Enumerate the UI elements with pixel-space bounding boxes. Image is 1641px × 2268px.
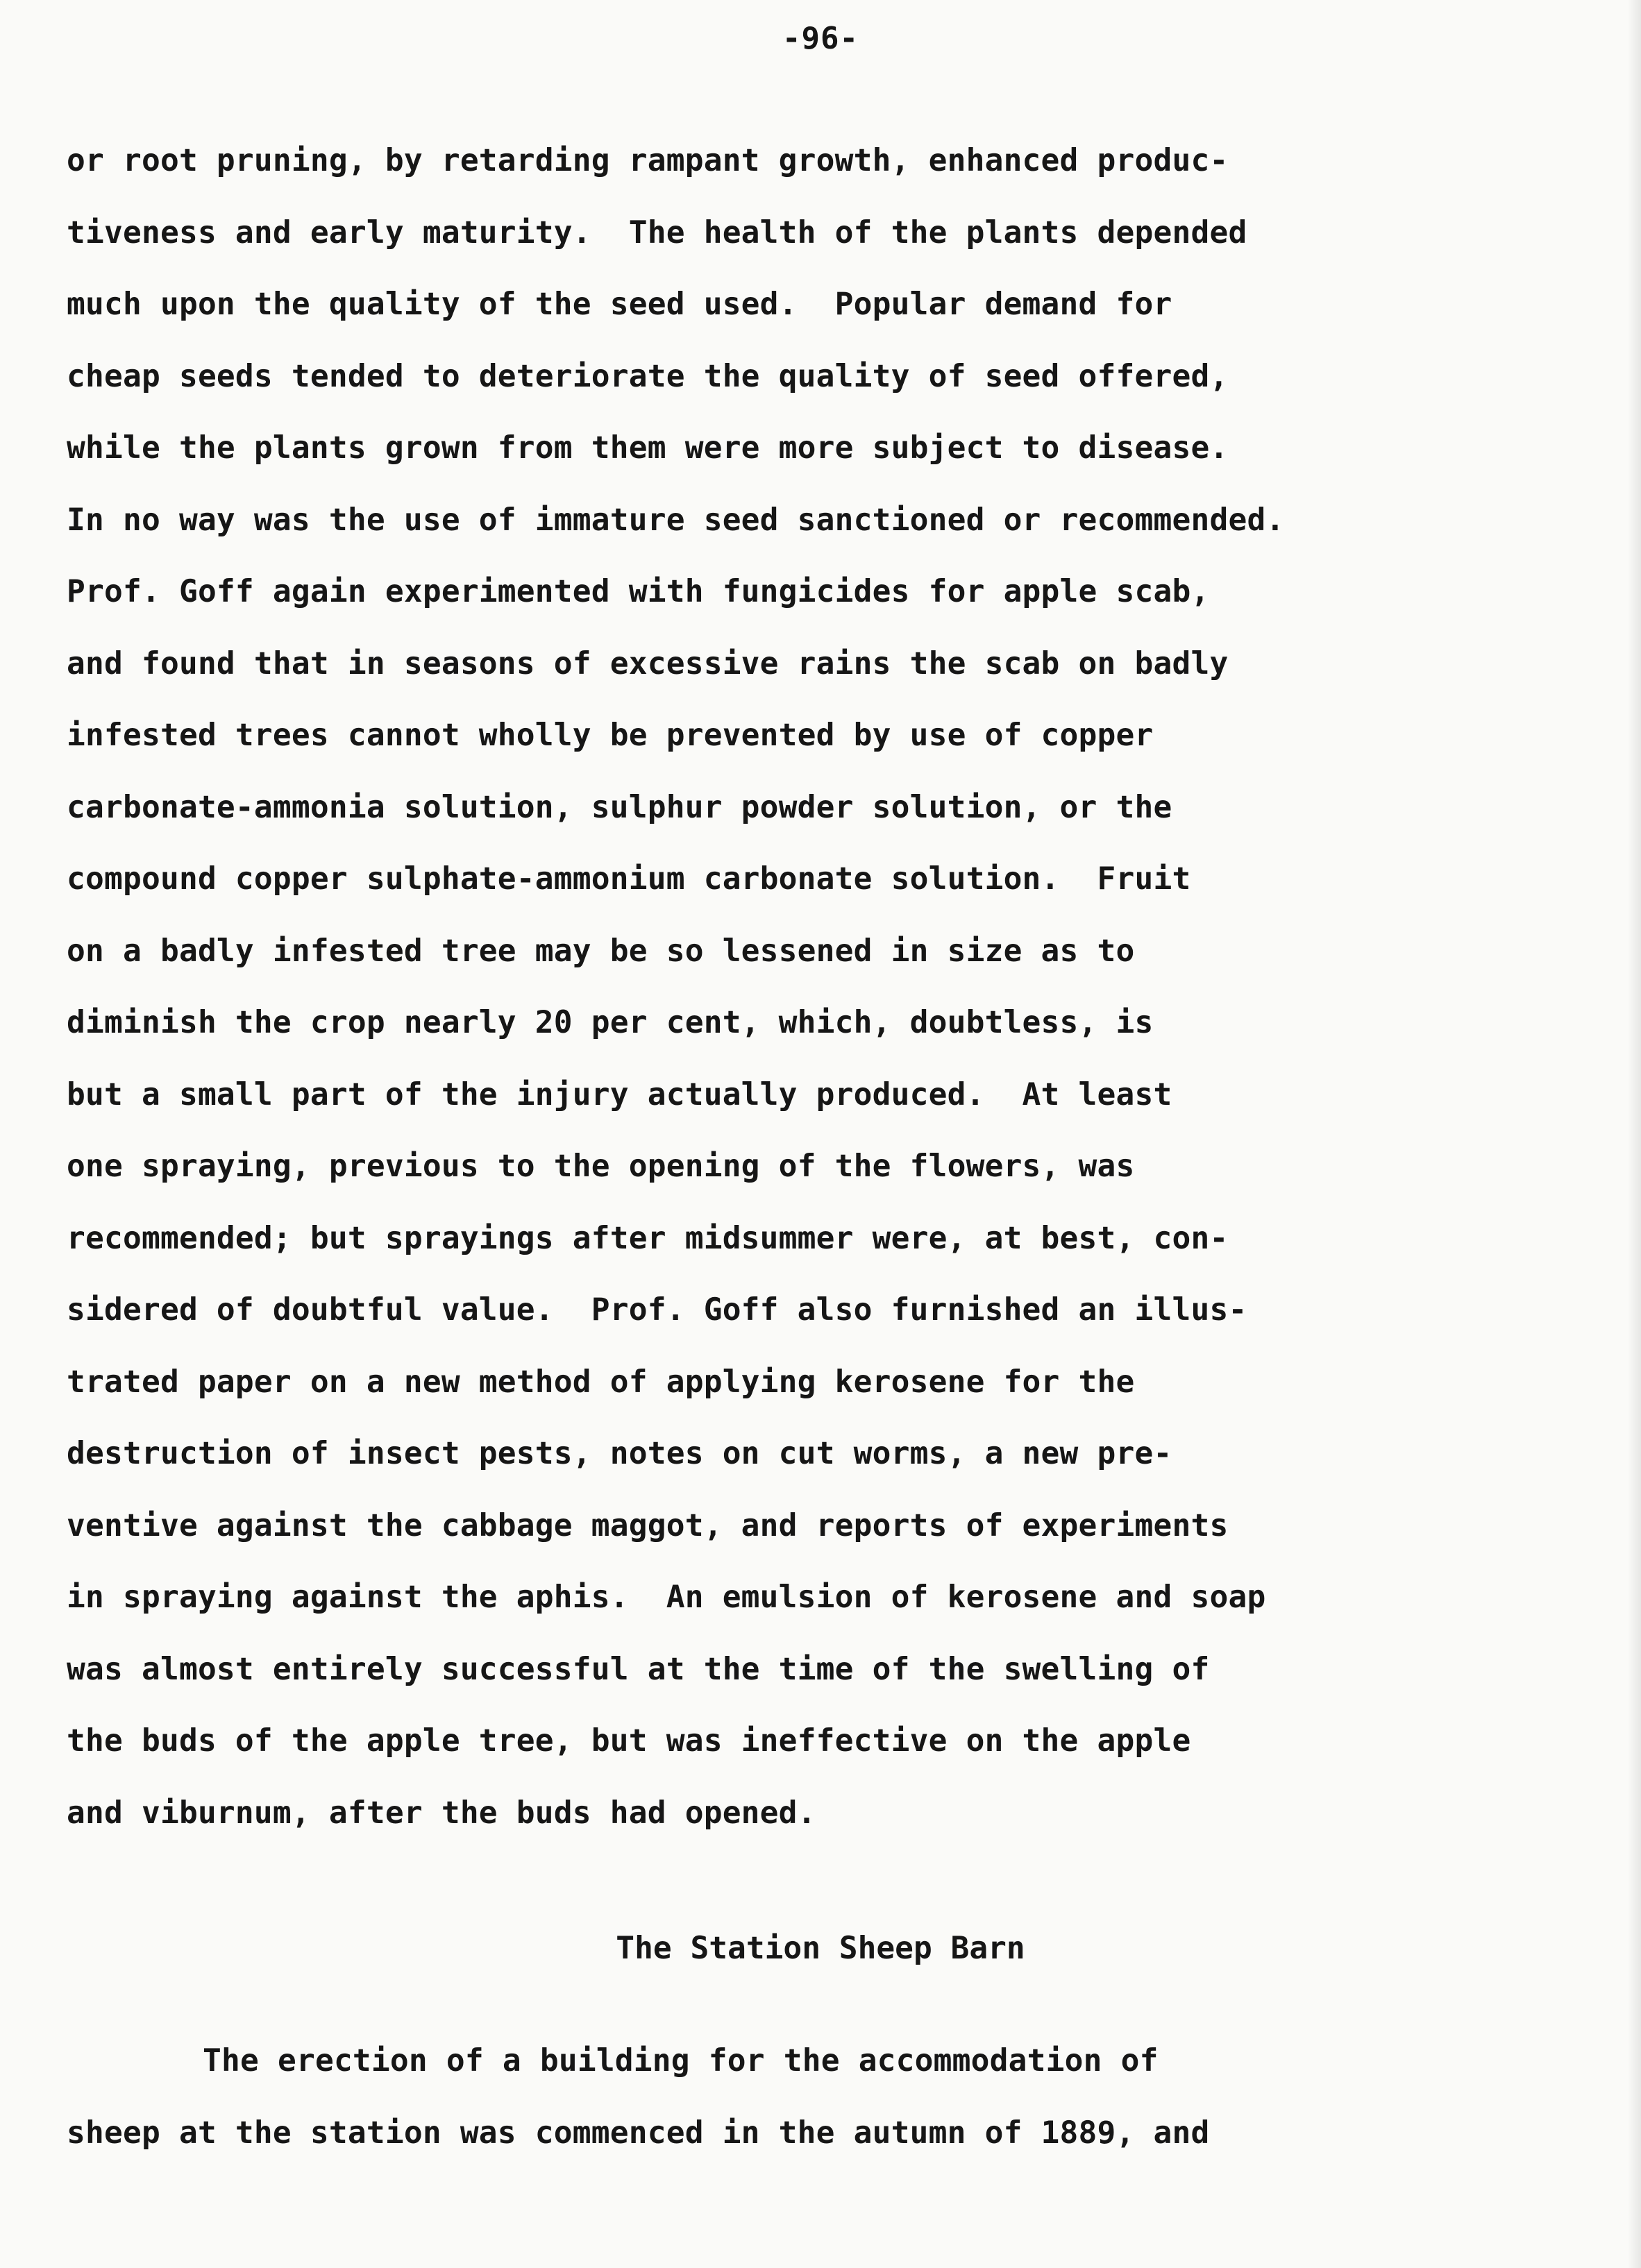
text-line: destruction of insect pests, notes on cut worms, a new pre- [67, 1436, 1172, 1471]
text-line: one spraying, previous to the opening of the flowers, was [67, 1149, 1135, 1184]
text-line: ventive against the cabbage maggot, and reports of experiments [67, 1507, 1229, 1543]
text-line: was almost entirely successful at the time of the swelling of [67, 1651, 1210, 1687]
text-line: or root pruning, by retarding rampant growth, enhanced produc- [67, 143, 1229, 178]
text-line: The erection of a building for the accommodation of [203, 2043, 1159, 2079]
text-line: while the plants grown from them were more subject to disease. [67, 430, 1229, 466]
text-line: tiveness and early maturity. The health of the plants depended [67, 214, 1247, 251]
text-line: sheep at the station was commenced in the autumn of 1889, and [67, 2115, 1210, 2151]
text-line: trated paper on a new method of applying kerosene for the [67, 1364, 1135, 1400]
text-line: sidered of doubtful value. Prof. Goff also furnished an illus- [67, 1292, 1247, 1328]
text-line: compound copper sulphate-ammonium carbonate solution. Fruit [67, 861, 1191, 897]
text-line: but a small part of the injury actually produced. At least [67, 1076, 1172, 1112]
text-line: In no way was the use of immature seed sanctioned or recommended. [67, 502, 1285, 538]
text-line: infested trees cannot wholly be prevented by use of copper [67, 718, 1154, 753]
body-text [67, 125, 1559, 1849]
section-body-text [67, 2025, 1559, 2169]
text-line: Prof. Goff again experimented with fungicides for apple scab, [67, 574, 1210, 609]
page-edge-shadow [1627, 0, 1641, 2268]
text-line: recommended; but sprayings after midsummer were, at best, con- [67, 1220, 1229, 1256]
text-line: diminish the crop nearly 20 per cent, which, doubtless, is [67, 1005, 1154, 1040]
text-line: and viburnum, after the buds had opened. [67, 1795, 816, 1831]
page-number: -96- [782, 21, 859, 56]
section-heading: The Station Sheep Barn [616, 1931, 1025, 1966]
text-line: cheap seeds tended to deteriorate the quality of seed offered, [67, 358, 1229, 394]
text-line: in spraying against the aphis. An emulsion of kerosene and soap [67, 1580, 1266, 1615]
text-line: the buds of the apple tree, but was ineffective on the apple [67, 1723, 1191, 1759]
text-line: on a badly infested tree may be so lessened in size as to [67, 933, 1135, 969]
text-line: and found that in seasons of excessive rains the scab on badly [67, 645, 1229, 682]
text-line: carbonate-ammonia solution, sulphur powder solution, or the [67, 789, 1172, 825]
text-line: much upon the quality of the seed used. Popular demand for [67, 287, 1172, 322]
